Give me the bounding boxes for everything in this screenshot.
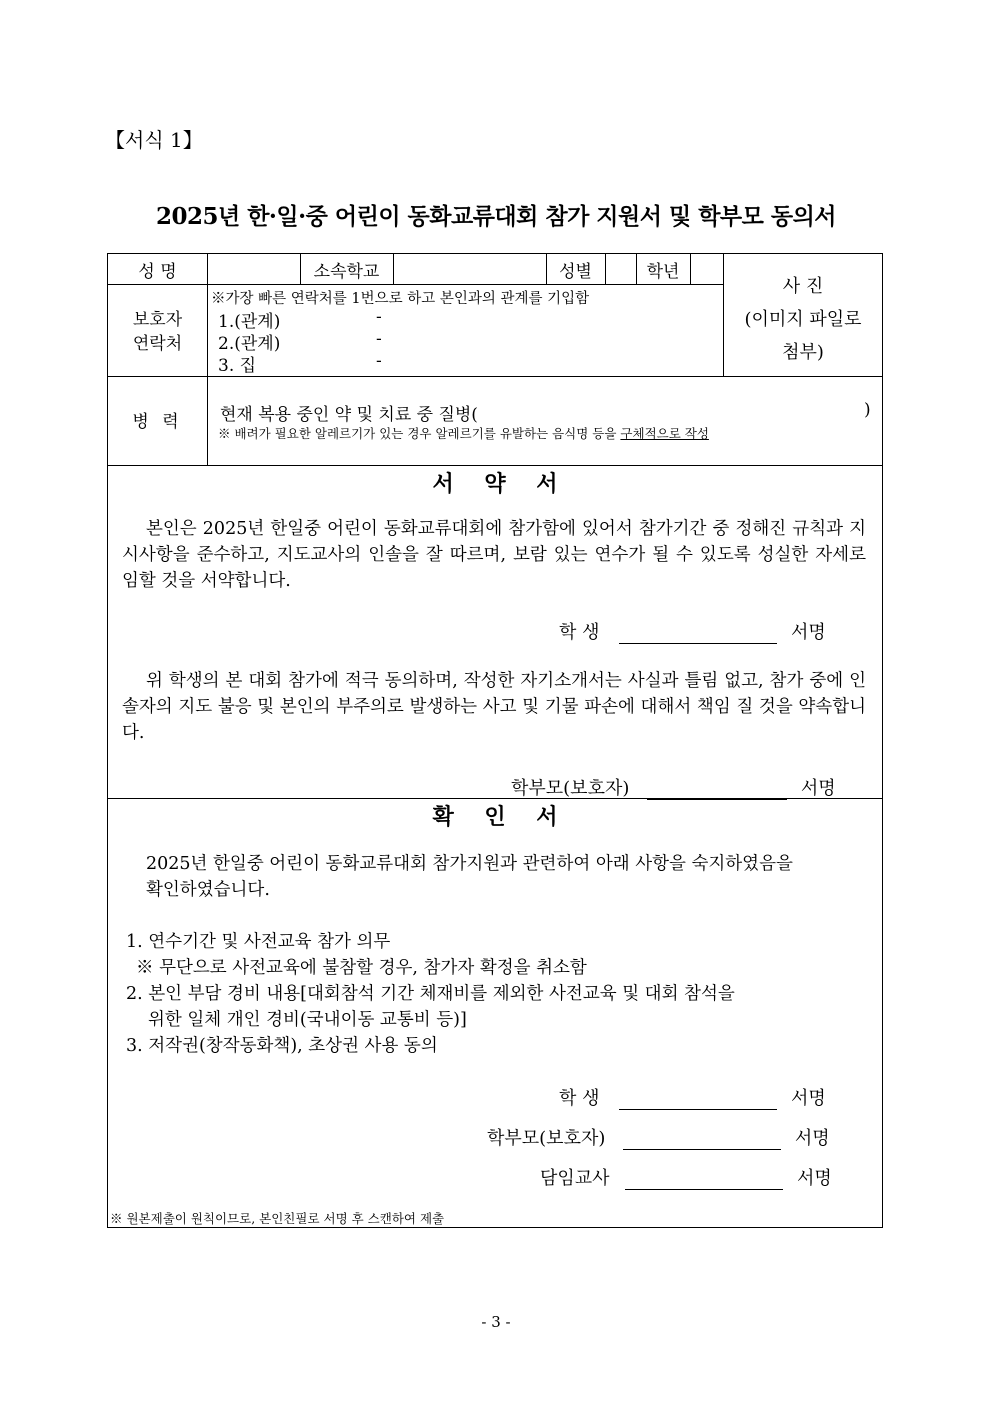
illness-close-paren: )	[864, 400, 871, 420]
photo-instruction-end: 첨부)	[782, 342, 824, 363]
pledge-student-sign: 학 생 서명	[559, 622, 826, 643]
grade-label: 학년	[646, 262, 680, 282]
form-table	[107, 253, 883, 1228]
photo-box[interactable]	[724, 270, 882, 369]
student-signature-line[interactable]	[619, 643, 777, 644]
name-label: 성 명	[138, 262, 177, 282]
contact-3-dash[interactable]: -	[376, 351, 382, 371]
confirmation-item-1-note: ※ 무단으로 사전교육에 불참할 경우, 참가자 확정을 취소함	[136, 958, 587, 978]
confirm-student-sign: 학 생 서명	[559, 1088, 826, 1109]
guardian-note: ※가장 빠른 연락처를 1번으로 하고 본인과의 관계를 기입함	[211, 291, 590, 307]
grade-field[interactable]	[691, 254, 722, 283]
confirmation-item-3: 3. 저작권(창작동화책), 초상권 사용 동의	[126, 1036, 438, 1056]
confirmation-item-1: 1. 연수기간 및 사전교육 참가 의무	[126, 932, 391, 952]
illness-label: 병 력	[132, 412, 183, 432]
school-label: 소속학교	[313, 262, 380, 282]
school-field[interactable]	[395, 254, 545, 283]
photo-instruction: (이미지 파일로	[744, 309, 862, 330]
gender-label: 성별	[559, 262, 592, 282]
guardian-contact-label: 보호자 연락처	[132, 310, 183, 354]
illness-prompt: 현재 복용 중인 약 및 치료 중 질병(	[220, 405, 478, 425]
allergy-note-emphasis: 구체적으로 작성	[620, 426, 709, 441]
contact-1-label: 1.(관계)	[218, 312, 281, 332]
confirmation-title: 확 인 서	[432, 804, 558, 830]
form-number: 【서식 1】	[105, 128, 203, 152]
contact-3-label: 3. 집	[218, 356, 257, 376]
confirm-parent-signature-line[interactable]	[623, 1149, 781, 1150]
confirm-teacher-sign: 담임교사 서명	[540, 1168, 832, 1189]
illness-field[interactable]	[558, 400, 858, 422]
confirm-parent-sign: 학부모(보호자) 서명	[487, 1128, 830, 1149]
allergy-note: ※ 배려가 필요한 알레르기가 있는 경우 알레르기를 유발하는 음식명 등을 구체적으로 작성	[218, 426, 709, 441]
document-title: 2025년 한·일·중 어린이 동화교류대회 참가 지원서 및 학부모 동의서	[155, 203, 837, 230]
confirmation-intro: 2025년 한일중 어린이 동화교류대회 참가지원과 관련하여 아래 사항을 숙지하였음을	[146, 854, 793, 874]
contact-2-dash[interactable]: -	[376, 329, 382, 349]
submission-footnote: ※ 원본제출이 원칙이므로, 본인친필로 서명 후 스캔하여 제출	[110, 1211, 445, 1226]
photo-label: 사 진	[782, 276, 824, 297]
confirm-student-signature-line[interactable]	[619, 1109, 777, 1110]
pledge-title: 서 약 서	[432, 471, 558, 497]
confirmation-item-2-cont: 위한 일체 개인 경비(국내이동 교통비 등)]	[148, 1010, 467, 1030]
pledge-parent-sign: 학부모(보호자) 서명	[511, 778, 836, 799]
contact-1-dash[interactable]: -	[376, 307, 382, 327]
teacher-signature-line[interactable]	[625, 1189, 783, 1190]
gender-field[interactable]	[606, 254, 635, 283]
name-field[interactable]	[209, 254, 299, 283]
confirmation-intro-end: 확인하였습니다.	[146, 880, 270, 900]
page-number: - 3 -	[481, 1313, 511, 1331]
confirmation-item-2: 2. 본인 부담 경비 내용[대회참석 기간 체재비를 제외한 사전교육 및 대회 참석을	[126, 984, 735, 1004]
contact-2-label: 2.(관계)	[218, 334, 281, 354]
pledge-paragraph: 본인은 2025년 한일중 어린이 동화교류대회에 참가함에 있어서 참가기간 중 정해진 규칙과 지시사항을 준수하고, 지도교사의 인솔을 잘 따르며, 보람 있는 연수가 될 수 있도록 성실한 자세로 임할 것을 서약합니다.	[122, 519, 866, 591]
parent-consent-paragraph: 위 학생의 본 대회 참가에 적극 동의하며, 작성한 자기소개서는 사실과 틀림 없고, 참가 중에 인솔자의 지도 불응 및 본인의 부주의로 발생하는 사고 및 기물 파손에 대해서 책임 질 것을 약속합니다.	[122, 671, 866, 743]
